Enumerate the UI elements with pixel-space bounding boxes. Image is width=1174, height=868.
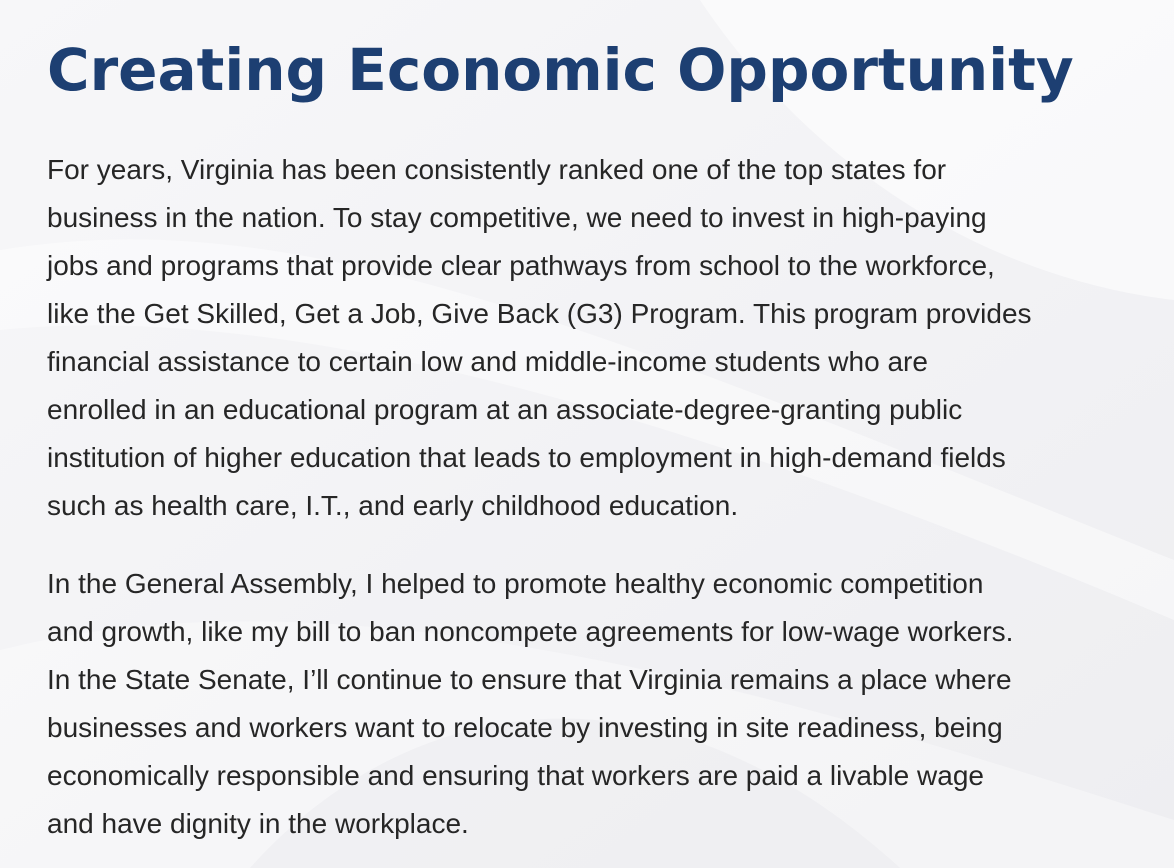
paragraph-line: In the General Assembly, I helped to promote healthy economic competition [47, 568, 984, 599]
paragraph-line: like the Get Skilled, Get a Job, Give Back (G3) Program. This program provides [47, 298, 1032, 329]
paragraph-line: and growth, like my bill to ban noncompete agreements for low-wage workers. [47, 616, 1014, 647]
paragraph-line: such as health care, I.T., and early childhood education. [47, 490, 739, 521]
paragraph-line: institution of higher education that leads to employment in high-demand fields [47, 442, 1006, 473]
paragraph-line: For years, Virginia has been consistently ranked one of the top states for [47, 154, 947, 185]
page-title: Creating Economic Opportunity [47, 36, 1074, 104]
paragraph-line: enrolled in an educational program at an associate-degree-granting public [47, 394, 963, 425]
paragraph-line: and have dignity in the workplace. [47, 808, 469, 839]
paragraph-2 [47, 560, 1156, 848]
paragraph-line: financial assistance to certain low and middle-income students who are [47, 346, 928, 377]
paragraph-line: jobs and programs that provide clear pathways from school to the workforce, [47, 250, 995, 281]
paragraph-line: business in the nation. To stay competitive, we need to invest in high-paying [47, 202, 987, 233]
paragraph-1 [47, 146, 1156, 530]
paragraph-line: In the State Senate, I’ll continue to ensure that Virginia remains a place where [47, 664, 1012, 695]
paragraph-line: businesses and workers want to relocate by investing in site readiness, being [47, 712, 1003, 743]
paragraph-line: economically responsible and ensuring that workers are paid a livable wage [47, 760, 984, 791]
